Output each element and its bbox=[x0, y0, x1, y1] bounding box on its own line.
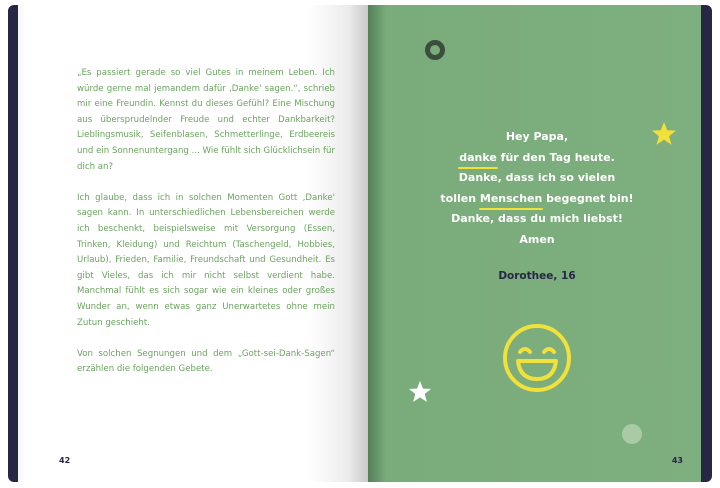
right-page bbox=[368, 5, 701, 482]
prayer-text bbox=[426, 127, 648, 250]
prayer-line-1: Hey Papa, bbox=[505, 130, 569, 143]
highlight-menschen: Menschen bbox=[480, 189, 542, 210]
yellow-star-icon bbox=[651, 121, 677, 147]
paragraph-1: „Es passiert gerade so viel Gutes in meinem Leben. Ich würde gerne mal jemandem dafür ‚Danke' sagen.“, schrieb mir eine Freundin. Kennst du dieses Gefühl? Eine Mischung aus übersprudelnder Freude und echter Dankbarkeit? Lieblingsmusik, Seifenblasen, Schmetterlinge, Erdbeereis und ein Sonnenuntergang ... Wie fühlt sich Glücklichsein für dich an? bbox=[77, 68, 335, 172]
prayer-line-4: tollen Menschen begegnet bin! bbox=[426, 189, 648, 210]
prayer-line-6: Amen bbox=[519, 232, 555, 246]
circle-dot-icon bbox=[621, 423, 643, 445]
prayer-line-5: Danke, dass du mich liebst! bbox=[451, 212, 623, 225]
prayer-line-2: danke für den Tag heute. bbox=[426, 148, 648, 169]
intro-text bbox=[77, 66, 335, 393]
author-signature: Dorothee, 16 bbox=[498, 270, 576, 282]
paragraph-2: Ich glaube, dass ich in solchen Momenten Gott ‚Danke' sagen kann. In unterschiedlichen Lebensbereichen werde ich beschenkt, beispielsweise mit Versorgung (Essen, Trinken, Kleidung) und Reichtum (Taschengeld, Hobbies, Urlaub), Frieden, Familie, Freundschaft und Gesundheit. Es gibt Vieles, das ich mir nicht selbst verdient habe. Manchmal fühlt es sich sogar wie ein kleines oder großes Wunder an, wenn etwas ganz Unerwartetes ohne mein Zutun geschieht. bbox=[77, 192, 335, 328]
white-star-icon bbox=[408, 380, 432, 404]
page-number-right: 43 bbox=[671, 456, 683, 465]
laughing-smiley-icon bbox=[501, 322, 573, 394]
highlight-danke: danke bbox=[459, 148, 497, 169]
left-page bbox=[18, 5, 368, 482]
open-book bbox=[8, 5, 712, 482]
prayer-line-3: Danke, dass ich so vielen bbox=[458, 171, 616, 184]
page-number-left: 42 bbox=[59, 456, 71, 465]
paragraph-3: Von solchen Segnungen und dem „Gott-sei-Dank-Sagen“ erzählen die folgenden Gebete. bbox=[77, 348, 335, 375]
ring-icon bbox=[424, 39, 446, 61]
